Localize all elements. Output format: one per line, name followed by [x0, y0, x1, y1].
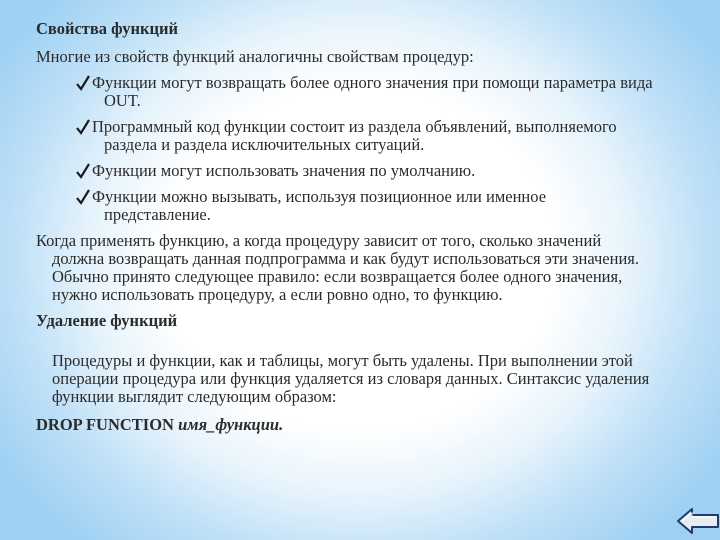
intro-text: Многие из свойств функций аналогичны свойствам процедур:	[36, 47, 474, 66]
bullet-text: Функции могут возвращать более одного значения при помощи параметра вида OUT.	[92, 73, 653, 110]
bullet-text: Функции могут использовать значения по умолчанию.	[92, 161, 476, 180]
list-item	[36, 162, 656, 180]
bullet-text: Функции можно вызывать, используя позиционное или именное представление.	[92, 187, 547, 224]
bullet-text: Программный код функции состоит из раздела объявлений, выполняемого раздела и раздела исключительных ситуаций.	[92, 117, 617, 154]
drop-syntax	[36, 416, 656, 434]
checkmark-icon	[76, 74, 90, 92]
checkmark-icon	[76, 162, 90, 180]
bullet-list	[36, 74, 656, 224]
when-to-use-text: Когда применять функцию, а когда процедуру зависит от того, сколько значений должна возвращать данная подпрограмма и как будут использоваться эти значения. Обычно принято следующее правило: если возвращается более одного значения, нужно использовать процедуру, а если ровно одно, то функцию.	[36, 231, 640, 304]
checkmark-icon	[76, 188, 90, 206]
drop-description: Процедуры и функции, как и таблицы, могут быть удалены. При выполнении этой операции процедура или функция удаляется из словаря данных. Синтаксис удаления функции выглядит следующим образом:	[52, 351, 650, 406]
drop-argument: имя_функции.	[178, 415, 284, 434]
list-item	[36, 188, 656, 224]
checkmark-icon	[76, 118, 90, 136]
section-heading-properties: Свойства функций	[36, 19, 178, 38]
left-arrow-icon	[678, 509, 718, 533]
drop-keyword: DROP FUNCTION	[36, 415, 174, 434]
list-item	[36, 118, 656, 154]
list-item	[36, 74, 656, 110]
section-heading-drop: Удаление функций	[36, 311, 178, 330]
slide-content	[36, 20, 656, 434]
back-arrow-button[interactable]	[676, 506, 720, 536]
